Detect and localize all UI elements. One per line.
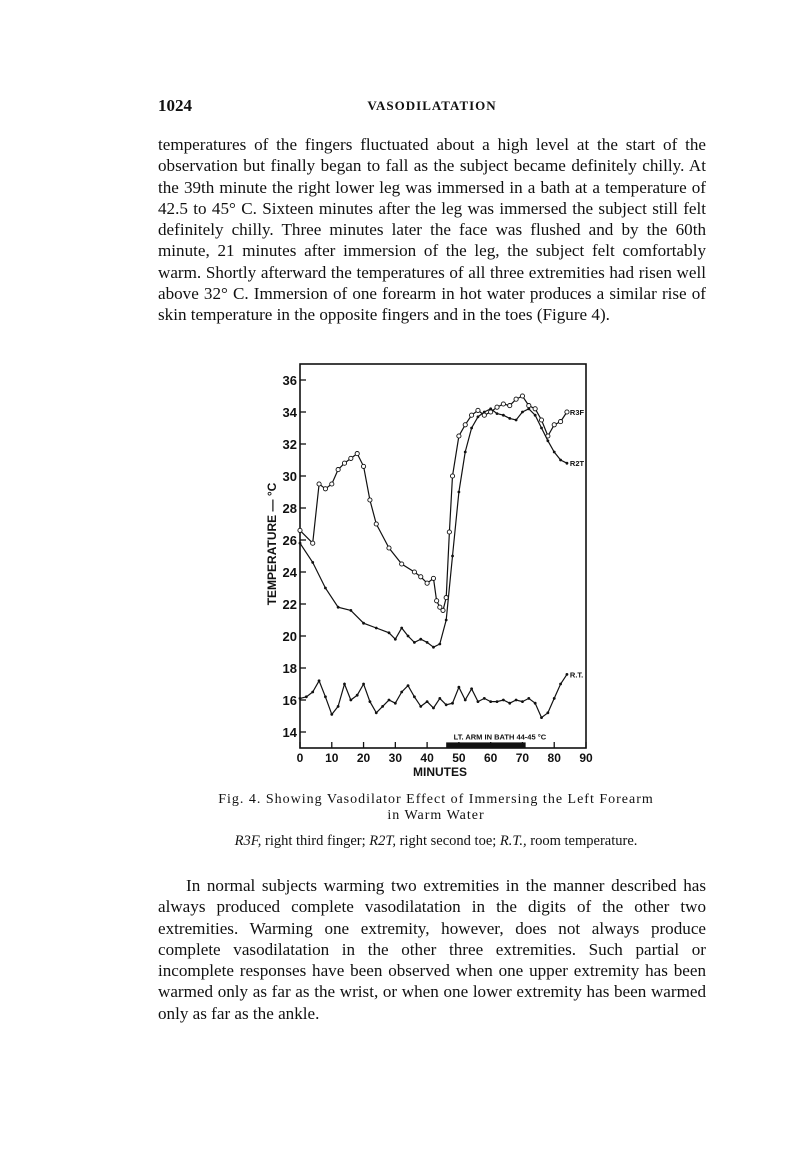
temperature-chart xyxy=(262,362,602,782)
data-point xyxy=(489,407,492,410)
data-point xyxy=(355,452,359,456)
data-point xyxy=(431,576,435,580)
data-point xyxy=(419,705,422,708)
data-point xyxy=(508,702,511,705)
data-point xyxy=(451,555,454,558)
data-point xyxy=(374,522,378,526)
data-point xyxy=(534,702,537,705)
data-point xyxy=(394,638,397,641)
data-point xyxy=(464,451,467,454)
data-point xyxy=(515,419,518,422)
legend-r3f-abbr: R3F, xyxy=(234,833,262,849)
y-tick-label: 18 xyxy=(282,661,297,676)
data-point xyxy=(336,468,340,472)
data-point xyxy=(388,699,391,702)
data-point xyxy=(457,491,460,494)
data-point xyxy=(540,427,543,430)
y-tick-label: 24 xyxy=(282,565,297,580)
data-point xyxy=(318,679,321,682)
x-axis-label: MINUTES xyxy=(413,765,467,779)
data-point xyxy=(463,423,467,427)
data-point xyxy=(470,413,474,417)
data-point xyxy=(539,418,543,422)
data-point xyxy=(362,622,365,625)
x-tick-label: 20 xyxy=(356,751,371,765)
running-header xyxy=(158,96,706,118)
data-point xyxy=(477,415,480,418)
legend-r2t-abbr: R2T, xyxy=(369,833,397,849)
data-point xyxy=(445,619,448,622)
y-axis-label: TEMPERATURE — °C xyxy=(265,482,279,606)
data-point xyxy=(330,713,333,716)
y-tick-label: 22 xyxy=(282,597,297,612)
x-tick-label: 40 xyxy=(420,751,434,765)
data-point xyxy=(534,414,537,417)
data-point xyxy=(566,462,569,465)
data-point xyxy=(546,711,549,714)
data-point xyxy=(412,570,416,574)
data-point xyxy=(477,700,480,703)
data-point xyxy=(311,561,314,564)
data-point xyxy=(337,606,340,609)
y-tick-label: 16 xyxy=(282,693,297,708)
data-point xyxy=(502,699,505,702)
data-point xyxy=(464,699,467,702)
data-point xyxy=(317,482,321,486)
data-point xyxy=(483,411,486,414)
data-point xyxy=(388,631,391,634)
legend-rt-abbr: R.T., xyxy=(499,833,527,849)
data-point xyxy=(362,683,365,686)
data-point xyxy=(387,546,391,550)
data-point xyxy=(521,411,524,414)
y-tick-label: 30 xyxy=(282,469,297,484)
data-point xyxy=(450,474,454,478)
x-tick-label: 50 xyxy=(452,751,466,765)
legend-r3f-text: right third finger; xyxy=(261,833,370,849)
series-line xyxy=(300,409,567,647)
data-point xyxy=(419,575,423,579)
data-point xyxy=(451,702,454,705)
y-tick-label: 28 xyxy=(282,501,297,516)
y-tick-label: 36 xyxy=(282,373,297,388)
data-point xyxy=(496,700,499,703)
data-point xyxy=(470,687,473,690)
series-rt xyxy=(299,670,584,719)
data-point xyxy=(426,700,429,703)
data-point xyxy=(540,716,543,719)
data-point xyxy=(400,627,403,630)
data-point xyxy=(527,697,530,700)
x-axis-ticks xyxy=(297,742,593,765)
data-point xyxy=(566,673,569,676)
series-label: R.T. xyxy=(569,670,584,680)
y-tick-label: 20 xyxy=(282,629,297,644)
data-point xyxy=(337,705,340,708)
data-point xyxy=(457,686,460,689)
data-point xyxy=(356,694,359,697)
data-point xyxy=(361,464,365,468)
data-point xyxy=(349,699,352,702)
x-tick-label: 80 xyxy=(547,751,561,765)
data-point xyxy=(400,562,404,566)
running-title: VASODILATATION xyxy=(367,98,497,113)
y-tick-label: 26 xyxy=(282,533,297,548)
data-point xyxy=(425,581,429,585)
data-point xyxy=(298,528,302,532)
data-point xyxy=(565,410,569,414)
data-point xyxy=(559,683,562,686)
data-point xyxy=(413,641,416,644)
data-point xyxy=(323,487,327,491)
legend-rt-text: room temperature. xyxy=(526,833,638,849)
data-point xyxy=(558,420,562,424)
data-point xyxy=(432,646,435,649)
data-point xyxy=(502,414,505,417)
legend-r2t-text: right second toe; xyxy=(396,833,500,849)
y-tick-label: 14 xyxy=(282,725,297,740)
x-tick-label: 0 xyxy=(296,751,304,765)
data-point xyxy=(496,412,499,415)
data-point xyxy=(447,530,451,534)
data-point xyxy=(311,691,314,694)
data-point xyxy=(457,434,461,438)
data-point xyxy=(546,439,549,442)
data-point xyxy=(324,587,327,590)
data-point xyxy=(343,683,346,686)
data-point xyxy=(559,459,562,462)
figure-caption-line-2: in Warm Water xyxy=(387,808,485,823)
data-point xyxy=(515,699,518,702)
data-point xyxy=(514,397,518,401)
data-point xyxy=(400,691,403,694)
data-point xyxy=(445,703,448,706)
bath-annotation-label: LT. ARM IN BATH 44-45 °C xyxy=(453,732,547,742)
data-point xyxy=(441,608,445,612)
body-paragraph-2: In normal subjects warming two extremities in the manner described has always produced complete vasodilatation in the digits of the other two extremities. Warming one extremity, however, does not always produce complete vasodilatation in the other three extremities. Such partial or incomplete responses have been observed when one upper extremity has been warmed only as far as the wrist, or when one lower extremity has been warmed only as far as the ankle. xyxy=(158,876,706,1023)
data-point xyxy=(349,456,353,460)
series-label: R3F xyxy=(569,408,585,417)
data-point xyxy=(432,707,435,710)
x-tick-label: 90 xyxy=(579,751,593,765)
y-tick-label: 32 xyxy=(282,437,297,452)
data-point xyxy=(299,542,302,545)
data-point xyxy=(369,700,372,703)
data-point xyxy=(527,407,530,410)
bath-duration-bar xyxy=(446,742,525,748)
data-point xyxy=(508,417,511,420)
data-point xyxy=(489,700,492,703)
data-point xyxy=(533,407,537,411)
data-point xyxy=(444,596,448,600)
data-point xyxy=(375,627,378,630)
series-label: R2T xyxy=(569,459,585,469)
data-point xyxy=(413,695,416,698)
y-tick-label: 34 xyxy=(282,405,297,420)
data-point xyxy=(311,541,315,545)
series-layer xyxy=(298,394,585,719)
data-point xyxy=(419,638,422,641)
data-point xyxy=(476,408,480,412)
data-point xyxy=(527,404,531,408)
data-point xyxy=(299,697,302,700)
x-tick-label: 70 xyxy=(515,751,530,765)
data-point xyxy=(470,427,473,430)
figure-caption-line-1: Fig. 4. Showing Vasodilator Effect of Immersing the Left Forearm xyxy=(218,792,654,807)
x-tick-label: 30 xyxy=(388,751,403,765)
figure-legend xyxy=(166,833,706,850)
series-line xyxy=(300,674,567,717)
data-point xyxy=(552,423,556,427)
data-point xyxy=(305,695,308,698)
data-point xyxy=(324,695,327,698)
bath-annotation xyxy=(446,732,547,748)
data-point xyxy=(501,402,505,406)
data-point xyxy=(520,394,524,398)
x-tick-label: 60 xyxy=(483,751,498,765)
data-point xyxy=(435,599,439,603)
data-point xyxy=(553,451,556,454)
data-point xyxy=(375,711,378,714)
page-number: 1024 xyxy=(158,96,192,115)
data-point xyxy=(349,609,352,612)
data-point xyxy=(521,700,524,703)
data-point xyxy=(553,697,556,700)
body-paragraph-1: temperatures of the fingers fluctuated about a high level at the start of the observation but finally began to fall as the subject became definitely chilly. At the 39th minute the right lower leg was immersed in a bath at a temperature of 42.5 to 45° C. Sixteen minutes after the leg was immersed the subject still felt definitely chilly. Three minutes later the face was flushed and by the 60th minute, 21 minutes after immersion of the leg, the subject felt comfortably warm. Shortly afterward the temperatures of all three extremities had risen well above 32° C. Immersion of one forearm in hot water produces a similar rise of skin temperature in the opposite fingers and in the toes (Figure 4). xyxy=(158,135,706,325)
y-axis-ticks xyxy=(283,373,306,740)
data-point xyxy=(438,643,441,646)
x-tick-label: 10 xyxy=(325,751,339,765)
data-point xyxy=(407,635,410,638)
data-point xyxy=(381,705,384,708)
data-point xyxy=(495,405,499,409)
data-point xyxy=(426,641,429,644)
data-point xyxy=(438,697,441,700)
data-point xyxy=(394,702,397,705)
data-point xyxy=(342,461,346,465)
data-point xyxy=(483,697,486,700)
data-point xyxy=(407,684,410,687)
data-point xyxy=(508,404,512,408)
data-point xyxy=(330,482,334,486)
data-point xyxy=(368,498,372,502)
